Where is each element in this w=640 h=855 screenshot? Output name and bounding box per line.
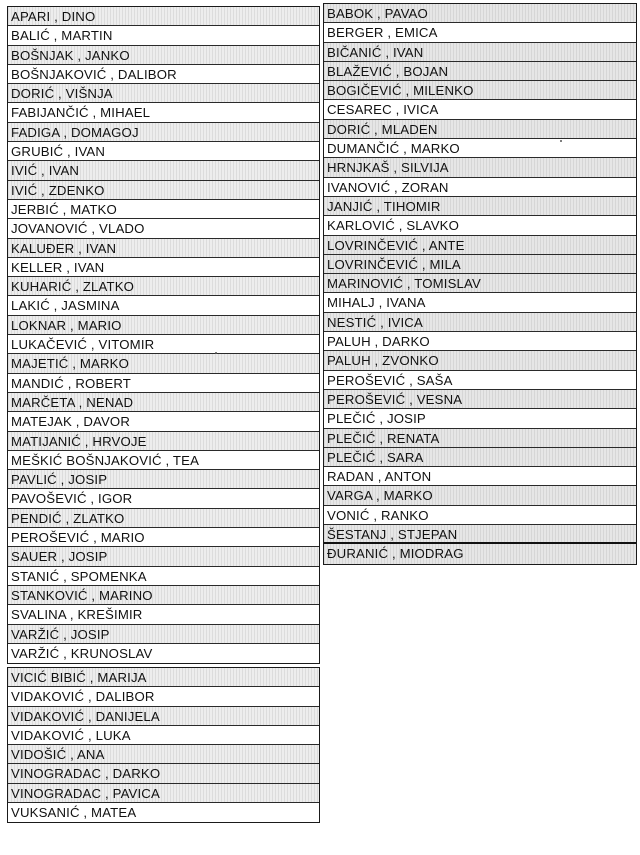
list-item: KELLER , IVAN (8, 258, 319, 277)
list-item: PAVLIĆ , JOSIP (8, 470, 319, 489)
list-item: FADIGA , DOMAGOJ (8, 123, 319, 142)
list-item: VARŽIĆ , KRUNOSLAV (11, 645, 153, 661)
list-item: BLAŽEVIĆ , BOJAN (324, 62, 636, 81)
list-item: MARČETA , NENAD (8, 393, 319, 412)
list-item: FABIJANČIĆ , MIHAEL (8, 103, 319, 122)
list-item: DORIĆ , MLADEN (324, 120, 636, 139)
list-item: JOVANOVIĆ , VLADO (8, 219, 319, 238)
list-item: MATEJAK , DAVOR (8, 412, 319, 431)
list-item: VINOGRADAC , DARKO (8, 764, 319, 783)
list-item: JERBIĆ , MATKO (8, 200, 319, 219)
list-item: VIDAKOVIĆ , DANIJELA (8, 707, 319, 726)
list-item: VIDAKOVIĆ , LUKA (8, 726, 319, 745)
list-item: STANIĆ , SPOMENKA (8, 567, 319, 586)
list-item: JANJIĆ , TIHOMIR (324, 197, 636, 216)
list-item: NESTIĆ , IVICA (324, 313, 636, 332)
list-item: MATIJANIĆ , HRVOJE (8, 432, 319, 451)
list-item: BOŠNJAK , JANKO (8, 46, 319, 65)
list-item: KUHARIĆ , ZLATKO (8, 277, 319, 296)
scan-speck (560, 140, 562, 142)
list-item: MAJETIĆ , MARKO (8, 354, 319, 373)
list-item: PLEČIĆ , SARA (324, 448, 636, 467)
list-item: ĐURANIĆ , MIODRAG (324, 544, 636, 563)
list-item: VINOGRADAC , PAVICA (8, 784, 319, 803)
list-item: LAKIĆ , JASMINA (8, 296, 319, 315)
list-item: PENDIĆ , ZLATKO (8, 509, 319, 528)
list-item: VIDAKOVIĆ , DALIBOR (8, 687, 319, 706)
list-item: PALUH , ZVONKO (324, 351, 636, 370)
list-item: KALUĐER , IVAN (8, 239, 319, 258)
list-item: BOGIČEVIĆ , MILENKO (324, 81, 636, 100)
left-name-list-top (7, 6, 320, 664)
list-item: PEROŠEVIĆ , SAŠA (324, 371, 636, 390)
list-item: MEŠKIĆ BOŠNJAKOVIĆ , TEA (8, 451, 319, 470)
left-name-list-bottom (7, 667, 320, 823)
list-item: MIHALJ , IVANA (324, 293, 636, 312)
list-item: DORIĆ , VIŠNJA (8, 84, 319, 103)
list-item: LOVRINČEVIĆ , ANTE (324, 236, 636, 255)
list-item: BIČANIĆ , IVAN (324, 43, 636, 62)
list-item: LOKNAR , MARIO (8, 316, 319, 335)
list-item: CESAREC , IVICA (324, 100, 636, 119)
right-name-list (323, 3, 637, 565)
list-item: DUMANČIĆ , MARKO (324, 139, 636, 158)
list-item: PAVOŠEVIĆ , IGOR (8, 489, 319, 508)
list-item: LOVRINČEVIĆ , MILA (324, 255, 636, 274)
list-item: IVIĆ , ZDENKO (8, 181, 319, 200)
list-item: VARGA , MARKO (324, 486, 636, 505)
scan-speck (215, 352, 217, 354)
list-item: MARINOVIĆ , TOMISLAV (324, 274, 636, 293)
list-item: VARŽIĆ , JOSIP (8, 625, 319, 644)
list-item: GRUBIĆ , IVAN (8, 142, 319, 161)
list-item: VONIĆ , RANKO (324, 506, 636, 525)
list-item: STANKOVIĆ , MARINO (8, 586, 319, 605)
list-item: BOŠNJAKOVIĆ , DALIBOR (8, 65, 319, 84)
list-item: VUKSANIĆ , MATEA (11, 805, 137, 821)
list-item: PEROŠEVIĆ , VESNA (324, 390, 636, 409)
list-item: IVIĆ , IVAN (8, 161, 319, 180)
list-item: HRNJKAŠ , SILVIJA (324, 158, 636, 177)
list-item: PEROŠEVIĆ , MARIO (8, 528, 319, 547)
list-item: LUKAČEVIĆ , VITOMIR (8, 335, 319, 354)
list-item: RADAN , ANTON (324, 467, 636, 486)
list-item: IVANOVIĆ , ZORAN (324, 178, 636, 197)
list-item: KARLOVIĆ , SLAVKO (324, 216, 636, 235)
list-item: SVALINA , KREŠIMIR (8, 605, 319, 624)
list-item: VIDOŠIĆ , ANA (8, 745, 319, 764)
list-item: PLEČIĆ , JOSIP (324, 409, 636, 428)
list-item: SAUER , JOSIP (8, 547, 319, 566)
list-item: BALIĆ , MARTIN (8, 26, 319, 45)
list-item: MANDIĆ , ROBERT (8, 374, 319, 393)
list-item: BABOK , PAVAO (324, 4, 636, 23)
list-item: ŠESTANJ , STJEPAN (324, 525, 636, 544)
list-item: APARI , DINO (8, 7, 319, 26)
list-item: BERGER , EMICA (324, 23, 636, 42)
list-item: VICIĆ BIBIĆ , MARIJA (8, 668, 319, 687)
list-item: PLEČIĆ , RENATA (324, 429, 636, 448)
list-item: PALUH , DARKO (324, 332, 636, 351)
